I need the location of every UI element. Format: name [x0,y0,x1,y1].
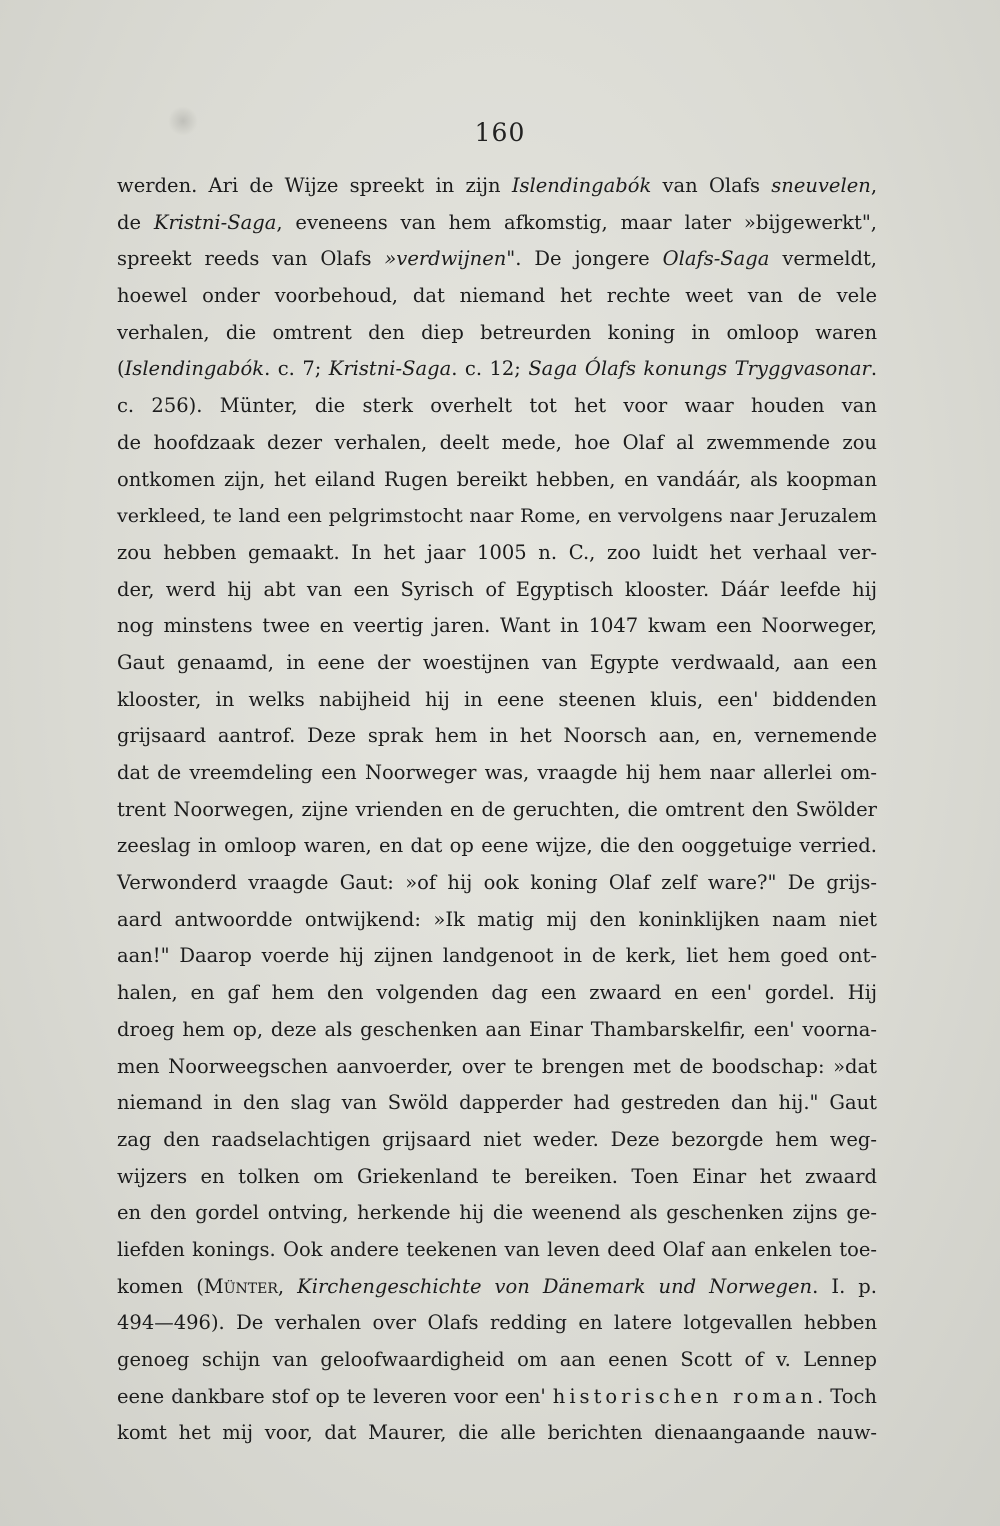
text-segment: eene dankbare stof op te leveren voor een' [117,1384,553,1408]
text-line [117,1122,877,1159]
text-segment: niemand in den slag van Swöld dapperder had gestreden dan hij." Gaut [117,1091,877,1115]
body-text [117,168,877,1452]
text-segment: dat de vreemdeling een Noorweger was, vraagde hij hem naar allerlei om- [117,761,877,784]
text-line [117,755,877,792]
text-segment: en den gordel ontving, herkende hij die weenend als geschenken zijns ge- [117,1201,877,1225]
text-segment: Islendingabók [511,174,652,197]
text-segment: de hoofdzaak dezer verhalen, deelt mede, hoe Olaf al zwemmende zou [117,430,877,454]
text-line [117,1305,877,1342]
text-segment: der, werd hij abt van een Syrisch of Egyptisch klooster. Dáár leefde hij [117,577,877,601]
text-segment: zou hebben gemaakt. In het jaar 1005 n. C., zoo luidt het verhaal ver- [117,540,877,564]
text-segment: aard antwoordde ontwijkend: »Ik matig mij den koninklijken naam niet [117,907,877,931]
text-segment: . I. p. [812,1274,877,1298]
text-line [117,241,877,278]
text-line [117,388,877,425]
text-segment: wijzers en tolken om Griekenland te bereiken. Toen Einar het zwaard [117,1164,877,1188]
text-line [117,425,877,462]
text-line [117,975,877,1012]
text-line [117,205,877,242]
text-segment: ( [117,357,125,381]
text-segment: c. 256). Münter, die sterk overhelt tot het voor waar houden van [117,394,877,418]
text-line [117,278,877,315]
text-segment: liefden konings. Ook andere teekenen van leven deed Olaf aan enkelen toe- [117,1237,877,1261]
text-segment: halen, en gaf hem den volgenden dag een zwaard en een' gordel. Hij [117,981,877,1005]
text-segment: , [277,1274,298,1298]
text-segment: Verwonderd vraagde Gaut: »of hij ook koning Olaf zelf ware?" De grijs- [117,871,877,895]
text-segment: werden. Ari de Wijze spreekt in zijn [117,174,512,197]
text-segment: sneuvelen [771,174,871,197]
text-segment: , eveneens van hem afkomstig, maar later »bijgewerkt", [276,210,877,234]
text-segment: verhalen, die omtrent den diep betreurden koning in omloop waren [117,320,877,344]
text-segment: . c. 12; [451,357,529,381]
page-number: 160 [474,118,526,147]
text-segment: . Toch [817,1384,877,1408]
text-segment: spreekt reeds van Olafs [117,247,385,271]
text-segment: , [870,174,878,197]
text-segment: ontkomen zijn, het eiland Rugen bereikt hebben, en vandáár, als koopman [117,467,877,491]
text-line [117,608,877,645]
text-line [117,1415,877,1452]
text-segment: klooster, in welks nabijheid hij in eene steenen kluis, een' biddenden [117,687,877,711]
text-segment: Gaut genaamd, in eene der woestijnen van Egypte verdwaald, aan een [117,650,877,674]
text-segment: historischen roman [552,1384,818,1408]
text-line [117,1342,877,1379]
text-segment: hoewel onder voorbehoud, dat niemand het rechte weet van de vele [117,284,877,308]
text-segment: . c. 7; [264,357,329,381]
text-line [117,168,877,205]
text-line [117,1085,877,1122]
text-line [117,1159,877,1196]
text-segment: nog minstens twee en veertig jaren. Want in 1047 kwam een Noorweger, [117,614,877,638]
text-segment: men Noorweegschen aanvoerder, over te brengen met de boodschap: »dat [117,1054,877,1078]
text-segment: Olafs-Saga [662,247,770,271]
text-segment: Kristni-Saga [328,357,452,381]
text-segment: genoeg schijn van geloofwaardigheid om aan eenen Scott of v. Lennep [117,1348,877,1371]
text-line [117,718,877,755]
text-segment: komt het mij voor, dat Maurer, die alle berichten dienaangaande nauw- [117,1421,877,1445]
text-segment: komen ( [117,1274,204,1298]
text-segment: vermeldt, [769,247,877,271]
text-line [117,828,877,865]
text-line [117,682,877,719]
text-line [117,1012,877,1049]
text-segment: . [870,357,878,381]
text-line [117,938,877,975]
text-segment: van Olafs [651,174,772,197]
text-line [117,1195,877,1232]
text-segment: Kristni-Saga [153,210,277,234]
text-segment: aan!" Daarop voerde hij zijnen landgenoot in de kerk, liet hem goed ont- [117,944,877,968]
text-segment: Münter [203,1274,278,1298]
text-segment: grijsaard aantrof. Deze sprak hem in het Noorsch aan, en, vernemende [117,724,877,748]
text-segment: verkleed, te land een pelgrimstocht naar Rome, en vervolgens naar Jeruzalem [117,505,877,528]
text-segment: 494—496). De verhalen over Olafs redding en latere lotgevallen hebben [117,1311,877,1335]
text-line [117,1049,877,1086]
text-line [117,865,877,902]
text-line [117,902,877,939]
text-segment: de [117,210,154,234]
text-line [117,535,877,572]
text-segment: trent Noorwegen, zijne vrienden en de geruchten, die omtrent den Swölder [117,797,877,821]
text-segment: zeeslag in omloop waren, en dat op eene wijze, die den ooggetuige verried. [117,834,877,858]
text-line [117,572,877,609]
text-segment: Islendingabók [124,357,265,381]
text-line [117,351,877,388]
text-line [117,792,877,829]
text-line [117,1269,877,1306]
text-segment: Saga Ólafs konungs Tryggvasonar [528,357,871,381]
text-segment: Kirchengeschichte von Dänemark und Norwegen [297,1274,813,1298]
text-segment: . De jongere [515,247,663,271]
text-line [117,462,877,499]
text-line [117,1379,877,1416]
text-line [117,1232,877,1269]
text-segment: zag den raadselachtigen grijsaard niet weder. Deze bezorgde hem weg- [117,1127,877,1151]
text-segment: droeg hem op, deze als geschenken aan Einar Thambarskelfir, een' voorna- [117,1017,877,1041]
text-line [117,498,877,535]
text-segment: »verdwijnen" [384,247,516,271]
text-line [117,645,877,682]
text-line [117,315,877,352]
